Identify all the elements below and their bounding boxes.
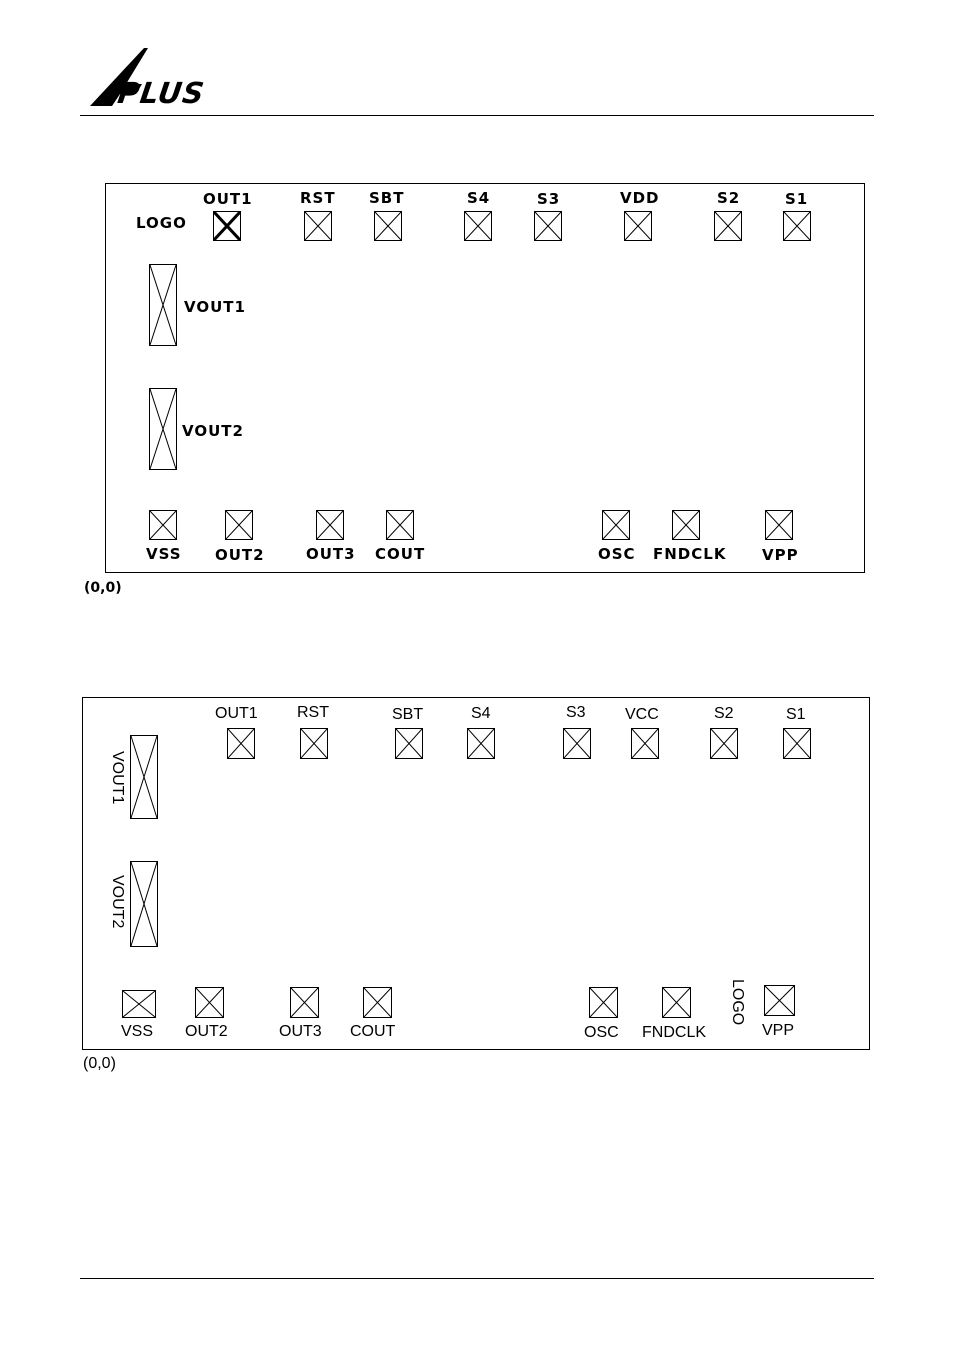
pad-label: OUT3: [279, 1023, 322, 1040]
pad-label: S3: [566, 704, 586, 721]
origin-label: (0,0): [84, 580, 122, 596]
bond-pad: [783, 211, 811, 241]
bond-pad-tall: [149, 388, 177, 470]
pad-label: OUT1: [215, 705, 258, 722]
bond-pad: [386, 510, 414, 540]
bond-pad: [290, 987, 319, 1018]
bond-pad: [714, 211, 742, 241]
bond-pad: [195, 987, 224, 1018]
bond-pad-tall: [130, 735, 158, 819]
pad-label: S2: [717, 189, 741, 207]
bond-pad-tall: [130, 861, 158, 947]
pad-label: VPP: [762, 546, 799, 564]
bond-pad: [563, 728, 591, 759]
pad-label: OUT2: [185, 1023, 228, 1040]
bond-pad: [783, 728, 811, 759]
pad-label: OUT2: [215, 546, 265, 564]
brand-text: PLUS: [115, 76, 207, 110]
header-rule: [80, 115, 874, 116]
pad-label: VDD: [620, 189, 660, 207]
pad-label: VOUT1: [184, 298, 246, 316]
pad-label: S4: [471, 705, 491, 722]
bond-pad: [227, 728, 255, 759]
pad-label: FNDCLK: [642, 1024, 707, 1041]
pad-label: OUT1: [203, 190, 253, 208]
pad-label: VCC: [625, 706, 659, 723]
pad-label: SBT: [369, 189, 405, 207]
bond-pad: [710, 728, 738, 759]
bond-pad: [534, 211, 562, 241]
pad-label: S4: [467, 189, 491, 207]
pad-label: OSC: [584, 1024, 619, 1041]
bond-pad: [764, 985, 795, 1016]
pad-label: VSS: [121, 1023, 154, 1040]
bond-pad: [589, 987, 618, 1018]
pad-label: VOUT2: [182, 422, 244, 440]
pad-label: COUT: [375, 545, 426, 563]
logo-label-vertical: LOGO: [729, 979, 746, 1026]
bond-pad: [213, 211, 241, 241]
bond-pad: [316, 510, 344, 540]
bond-pad: [149, 510, 177, 540]
pad-label: COUT: [350, 1023, 396, 1040]
bond-pad: [624, 211, 652, 241]
pad-label: RST: [300, 189, 336, 207]
pad-label: OUT3: [306, 545, 356, 563]
bond-pad: [122, 990, 156, 1018]
bond-pad: [374, 211, 402, 241]
bond-pad: [300, 728, 328, 759]
bond-pad: [602, 510, 630, 540]
pad-label-vertical: VOUT1: [109, 751, 126, 805]
bond-pad: [672, 510, 700, 540]
pad-label: S2: [714, 705, 734, 722]
pad-label: FNDCLK: [653, 545, 727, 563]
bond-pad: [363, 987, 392, 1018]
bond-pad: [662, 987, 691, 1018]
pad-label: SBT: [392, 706, 424, 723]
pad-label: S3: [537, 190, 561, 208]
bond-pad: [225, 510, 253, 540]
bond-pad: [304, 211, 332, 241]
bond-pad: [467, 728, 495, 759]
pad-label: OSC: [598, 545, 636, 563]
die-outline: [105, 183, 865, 573]
bond-pad-tall: [149, 264, 177, 346]
bond-pad: [395, 728, 423, 759]
bond-pad: [765, 510, 793, 540]
logo-label: LOGO: [136, 214, 187, 232]
pad-label: RST: [297, 704, 329, 721]
pad-label: S1: [785, 190, 809, 208]
bond-pad: [631, 728, 659, 759]
bond-pad: [464, 211, 492, 241]
pad-label: S1: [786, 706, 806, 723]
pad-label-vertical: VOUT2: [109, 875, 126, 929]
origin-label: (0,0): [83, 1055, 116, 1072]
footer-rule: [80, 1278, 874, 1279]
pad-label: VSS: [146, 545, 182, 563]
pad-label: VPP: [762, 1022, 795, 1039]
